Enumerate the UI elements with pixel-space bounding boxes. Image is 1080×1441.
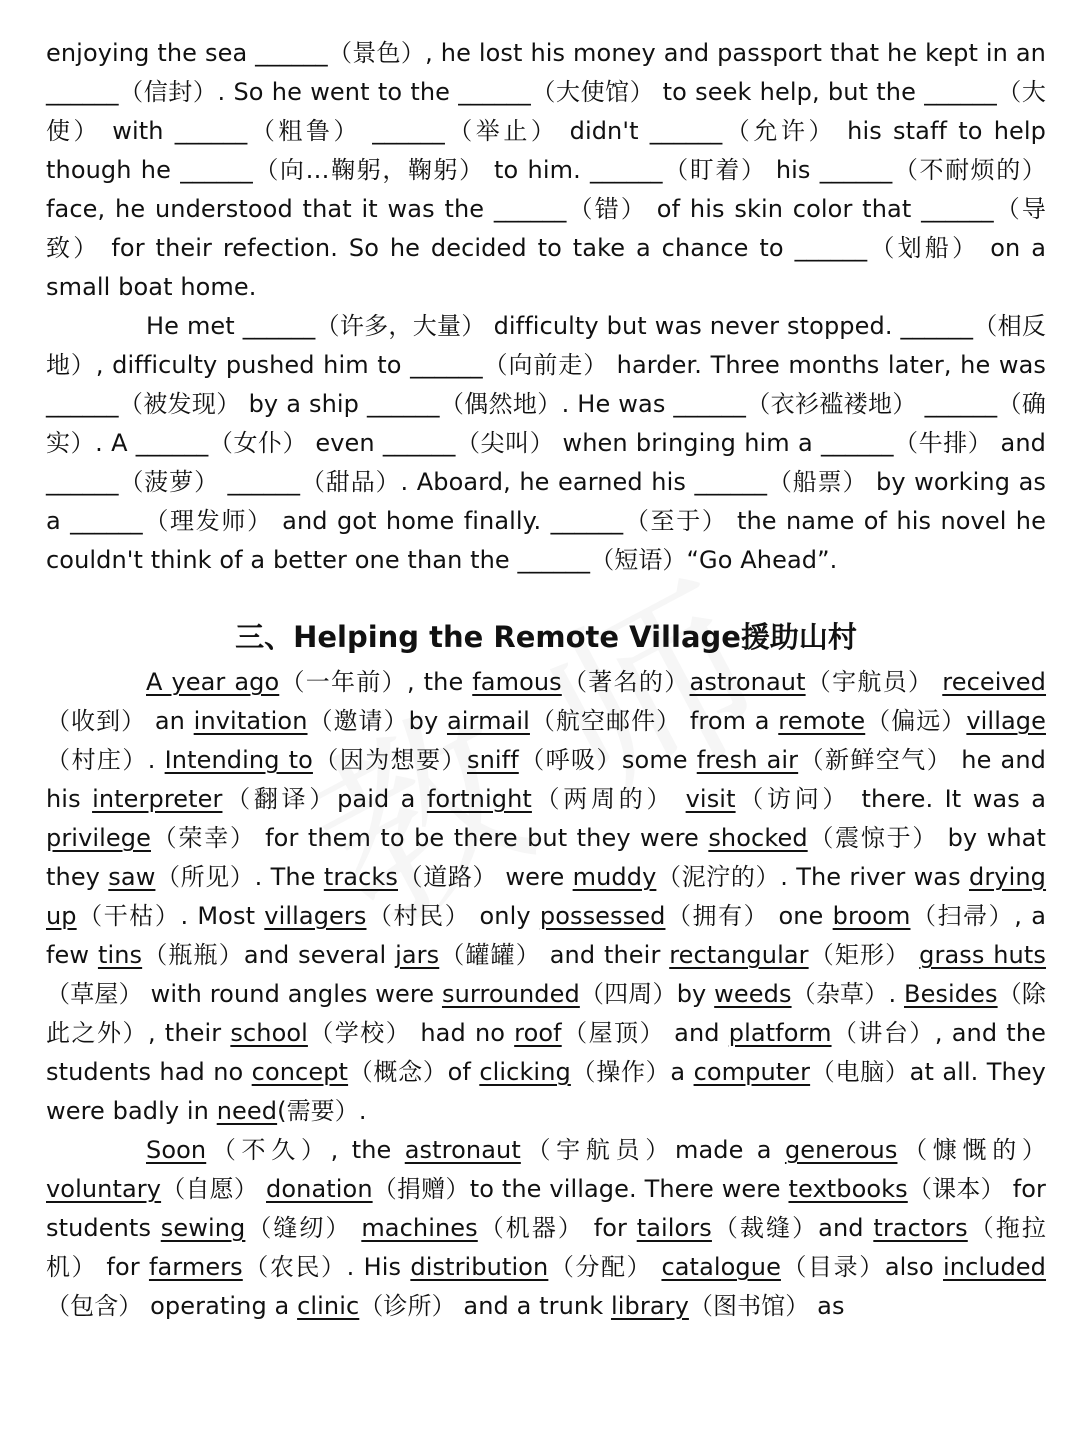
text-segment: （两周的） [531,785,686,813]
text-segment: （访问） there. It was a [735,785,1047,813]
keyword: sewing [160,1214,246,1242]
text-segment: （著名的） [561,668,690,696]
keyword: machines [361,1214,478,1242]
text-segment: （道路） were [398,863,573,891]
keyword: fortnight [426,785,532,813]
text-segment: （讲台）, and the students had no [46,1019,1046,1086]
text-segment: （翻译）paid a [222,785,427,813]
keyword: farmers [148,1253,243,1281]
keyword: distribution [410,1253,549,1281]
text-segment: （宇航员）made a [520,1136,785,1164]
text-segment: （干枯）. Most [76,902,265,930]
keyword: privilege [46,824,151,852]
text-segment: （收到） an [46,707,194,735]
text-segment: （矩形） [808,941,920,969]
text-segment: （村民） only [366,902,540,930]
text-segment: （荣幸） for them to be there but they were [150,824,709,852]
keyword: need [216,1097,278,1125]
story-paragraph-2: He met ______（许多，大量） difficulty but was never stopped. ______（相反地）, difficulty pushed him to ______（向前走） harder. Three months later, he was ______（被发现） by a ship ______（偶然地）. He was ______（衣衫褴褛地） ______（确实）. A ______（女仆） even ______（尖叫） when bringing him a ______（牛排） and ______（菠萝） ______（甜品）. Aboard, he earned his ______（船票） by working as a ______（理发师） and got home finally. ______（至于） the name of his novel he couldn't think of a better one than the ______（短语）“Go Ahead”. [46,312,1046,574]
text-segment: （邀请）by [307,707,447,735]
text-segment: （因为想要） [312,746,467,774]
keyword: textbooks [788,1175,908,1203]
text-segment: （目录）also [780,1253,944,1281]
keyword: astronaut [404,1136,521,1164]
text-segment: （扫帚）, a few [46,902,1046,969]
keyword: drying up [46,863,1047,930]
text-segment: （拥有） one [665,902,833,930]
text-segment: （屋顶） and [561,1019,729,1047]
keyword: catalogue [661,1253,781,1281]
keyword: muddy [572,863,657,891]
text-segment: （概念）of [348,1058,480,1086]
keyword: A year ago [146,668,280,696]
text-segment: （图书馆） as [688,1292,845,1320]
text-segment: （农民）. His [242,1253,411,1281]
keyword: Besides [904,980,998,1008]
keyword: tins [97,941,143,969]
keyword: tractors [873,1214,968,1242]
keyword: visit [685,785,736,813]
text-segment: （震惊于） by what they [46,824,1046,891]
document-page [46,34,1046,1326]
text-segment: （分配） [548,1253,662,1281]
keyword: interpreter [92,785,223,813]
section-heading: 三、Helping the Remote Village援助山村 [235,620,857,654]
text-segment: （包含） operating a [46,1292,298,1320]
text-segment: （机器） for [477,1214,637,1242]
keyword: sniff [467,746,519,774]
keyword: weeds [714,980,792,1008]
keyword: Intending to [164,746,313,774]
text-segment: （宇航员） [805,668,943,696]
section-paragraph-2 [46,1131,1046,1326]
keyword: included [943,1253,1047,1281]
text-segment: （自愿） [161,1175,267,1203]
keyword: school [230,1019,308,1047]
keyword: invitation [193,707,308,735]
keyword: shocked [708,824,808,852]
keyword: Soon [146,1136,207,1164]
keyword: famous [472,668,562,696]
text-segment: （新鲜空气） he and his [46,746,1047,813]
keyword: fresh air [696,746,799,774]
keyword: generous [784,1136,898,1164]
text-segment: （操作）a [570,1058,694,1086]
text-segment: （瓶瓶）and several [142,941,396,969]
keyword: villagers [264,902,367,930]
keyword: village [966,707,1046,735]
text-segment: （村庄）. [46,746,165,774]
text-segment: （不久）, the [206,1136,405,1164]
keyword: astronaut [689,668,806,696]
keyword: rectangular [669,941,809,969]
keyword: clicking [479,1058,571,1086]
keyword: remote [778,707,866,735]
text-segment: （裁缝）and [711,1214,874,1242]
text-segment: （捐赠）to the village. There were [372,1175,789,1203]
keyword: received [942,668,1047,696]
text-segment: (需要）. [277,1097,367,1125]
keyword: voluntary [46,1175,162,1203]
keyword: computer [693,1058,811,1086]
text-segment: （泥泞的）. The river was [656,863,969,891]
text-segment: （课本） for students [46,1175,1046,1242]
keyword: donation [266,1175,373,1203]
keyword: jars [395,941,440,969]
keyword: broom [832,902,911,930]
text-segment: （缝纫） [245,1214,362,1242]
keyword: possessed [539,902,666,930]
section-paragraph-1 [46,663,1046,1131]
text-segment: （慷慨的） [897,1136,1046,1164]
text-segment: （罐罐） and their [439,941,670,969]
text-segment: （学校） had no [307,1019,515,1047]
text-segment: （诊所） and a trunk [359,1292,611,1320]
text-segment: （一年前）, the [279,668,473,696]
keyword: tracks [323,863,398,891]
text-segment: （四周）by [579,980,715,1008]
keyword: saw [108,863,156,891]
text-segment: （呼吸）some [518,746,697,774]
keyword: concept [251,1058,349,1086]
text-segment: （偏远） [865,707,967,735]
keyword: airmail [446,707,530,735]
keyword: grass huts [919,941,1046,969]
text-segment: （航空邮件） from a [529,707,779,735]
keyword: tailors [636,1214,712,1242]
text-segment: （草屋） with round angles were [46,980,442,1008]
text-segment: （杂草）. [791,980,904,1008]
story-paragraph-1: enjoying the sea ______（景色）, he lost his money and passport that he kept in an ______（信封）. So he went to the ______（大使馆） to seek help, but the ______（大使） with ______（粗鲁） ______（举止） didn't ______（允许） his staff to help though he ______（向…鞠躬，鞠躬） to him. ______（盯着） his ______（不耐烦的） face, he understood that it was the ______（错） of his skin color that ______（导致） for their refection. So he decided to take a chance to ______（划船） on a small boat home. [46,39,1046,301]
keyword: platform [728,1019,832,1047]
keyword: library [610,1292,689,1320]
text-segment: （拖拉机） for [46,1214,1046,1281]
text-segment: （电脑）at all. They were badly in [46,1058,1046,1125]
text-segment: （所见）. The [155,863,324,891]
keyword: clinic [297,1292,360,1320]
keyword: surrounded [441,980,580,1008]
text-segment: （除此之外）, their [46,980,1046,1047]
keyword: roof [514,1019,562,1047]
